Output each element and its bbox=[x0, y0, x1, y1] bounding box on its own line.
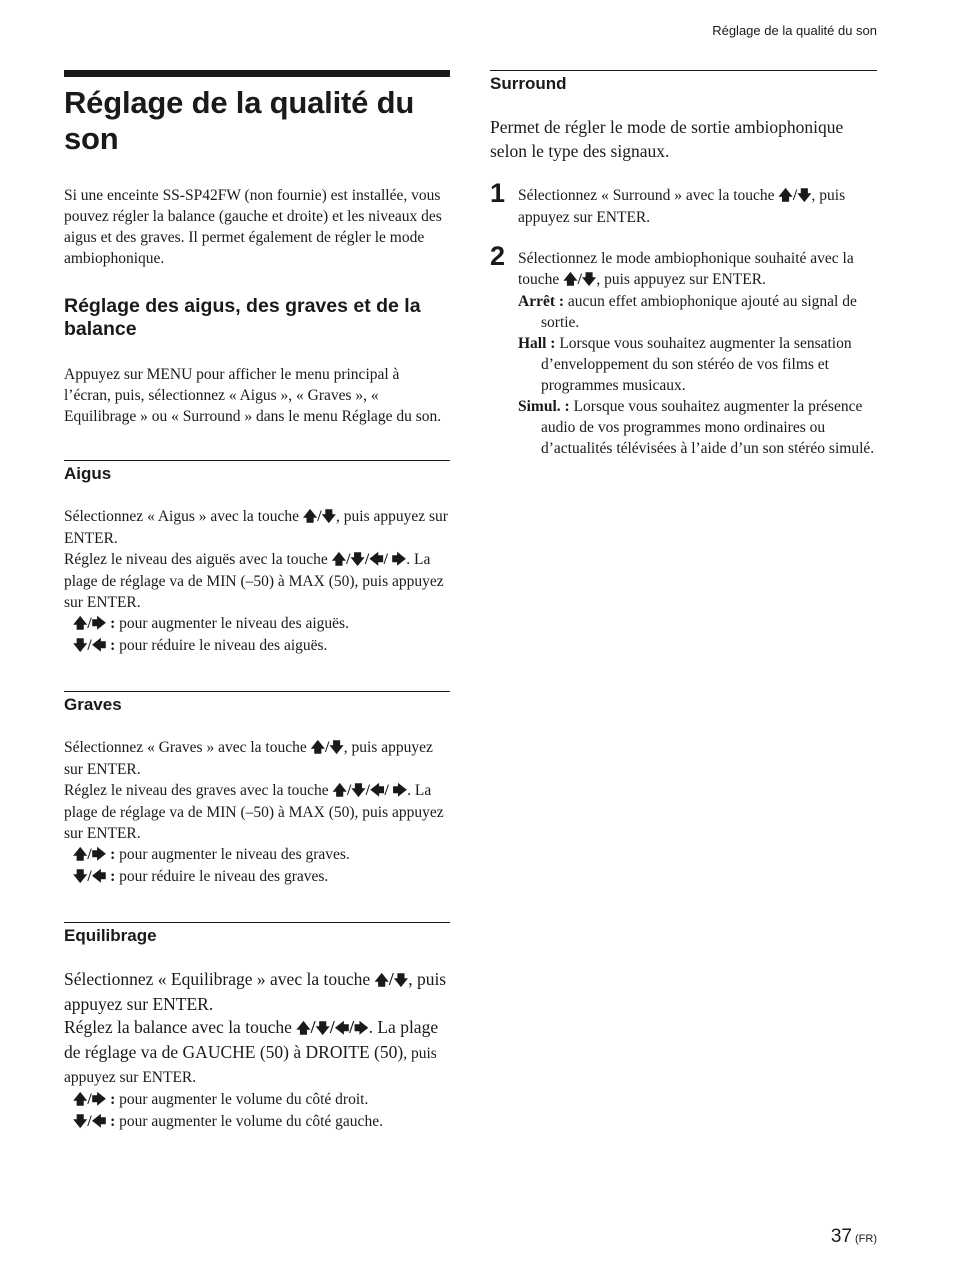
aigus-down-line: 🡇/🡄 : pour réduire le niveau des aiguës. bbox=[64, 635, 450, 657]
step-1 bbox=[490, 178, 877, 228]
option-arret: Arrêt : aucun effet ambiophonique ajouté au signal de sortie. bbox=[518, 293, 857, 331]
up-arrow-icon: 🡅 bbox=[310, 740, 326, 756]
down-arrow-icon: 🡇 bbox=[329, 740, 344, 756]
down-arrow-icon: 🡇 bbox=[73, 1114, 88, 1130]
right-arrow-icon: 🡆 bbox=[354, 1021, 369, 1037]
equilibrage-adjust-text: Réglez la balance avec la touche 🡅/🡇/🡄/🡆. La plage de réglage va de GAUCHE (50) à DROITE (50), puis appuyez sur ENTER. bbox=[64, 1017, 439, 1086]
up-arrow-icon: 🡅 bbox=[296, 1021, 311, 1037]
step-2-text: Sélectionnez le mode ambiophonique souhaité avec la touche 🡅/🡇, puis appuyez sur ENTER. bbox=[518, 248, 877, 291]
up-arrow-icon: 🡅 bbox=[73, 616, 88, 632]
section-rule bbox=[490, 70, 877, 71]
left-arrow-icon: 🡄 bbox=[334, 1021, 350, 1037]
section-rule bbox=[64, 922, 450, 923]
section-graves bbox=[64, 691, 450, 888]
equilibrage-select-text: Sélectionnez « Equilibrage » avec la touche 🡅/🡇, puis appuyez sur ENTER. bbox=[64, 969, 447, 1014]
section-aigus bbox=[64, 460, 450, 657]
intro-paragraph: Si une enceinte SS-SP42FW (non fournie) est installée, vous pouvez régler la balance (gauche et droite) et les niveaux des aigus et des graves. Il permet également de régler le mode ambiophonique. bbox=[64, 187, 442, 267]
left-column bbox=[64, 70, 450, 1133]
section-rule bbox=[64, 460, 450, 461]
right-arrow-icon: 🡆 bbox=[91, 847, 107, 863]
option-hall: Hall : Lorsque vous souhaitez augmenter la sensation d’enveloppement du son stéréo de vos films et programmes musicaux. bbox=[518, 335, 852, 394]
step-number: 1 bbox=[490, 178, 506, 208]
left-arrow-icon: 🡄 bbox=[91, 638, 107, 654]
down-arrow-icon: 🡇 bbox=[581, 272, 597, 288]
up-arrow-icon: 🡅 bbox=[563, 272, 578, 288]
graves-adjust-text: Réglez le niveau des graves avec la touche 🡅/🡇/🡄/ 🡆. La plage de réglage va de MIN (–50) à MAX (50), puis appuyez sur ENTER. bbox=[64, 782, 444, 842]
section-heading-graves: Graves bbox=[64, 695, 122, 714]
section-heading-surround: Surround bbox=[490, 74, 567, 93]
aigus-adjust-text: Réglez le niveau des aiguës avec la touche 🡅/🡇/🡄/ 🡆. La plage de réglage va de MIN (–50) à MAX (50), puis appuyez sur ENTER. bbox=[64, 551, 444, 611]
graves-up-line: 🡅/🡆 : pour augmenter le niveau des graves. bbox=[64, 844, 450, 866]
down-arrow-icon: 🡇 bbox=[350, 552, 365, 568]
up-arrow-icon: 🡅 bbox=[374, 973, 389, 989]
left-arrow-icon: 🡄 bbox=[91, 869, 107, 885]
up-arrow-icon: 🡅 bbox=[73, 847, 88, 863]
left-arrow-icon: 🡄 bbox=[91, 1114, 107, 1130]
up-arrow-icon: 🡅 bbox=[331, 552, 347, 568]
section-heading-equilibrage: Equilibrage bbox=[64, 926, 157, 945]
down-arrow-icon: 🡇 bbox=[315, 1021, 330, 1037]
right-arrow-icon: 🡆 bbox=[392, 783, 408, 799]
page-title: Réglage de la qualité du son bbox=[64, 85, 415, 156]
section-rule bbox=[64, 691, 450, 692]
section-heading-aigus: Aigus bbox=[64, 464, 112, 483]
page-number: 37 (FR) bbox=[830, 1226, 877, 1247]
down-arrow-icon: 🡇 bbox=[73, 869, 88, 885]
step-2 bbox=[490, 241, 877, 459]
equilibrage-up-line: 🡅/🡆 : pour augmenter le volume du côté droit. bbox=[64, 1089, 450, 1111]
right-arrow-icon: 🡆 bbox=[91, 1092, 107, 1108]
up-arrow-icon: 🡅 bbox=[778, 188, 793, 204]
subsection-title: Réglage des aigus, des graves et de la balance bbox=[64, 295, 421, 340]
down-arrow-icon: 🡇 bbox=[351, 783, 366, 799]
down-arrow-icon: 🡇 bbox=[73, 638, 88, 654]
right-arrow-icon: 🡆 bbox=[91, 616, 107, 632]
graves-down-line: 🡇/🡄 : pour réduire le niveau des graves. bbox=[64, 866, 450, 888]
right-column bbox=[490, 70, 877, 459]
subsection-paragraph: Appuyez sur MENU pour afficher le menu principal à l’écran, puis, sélectionnez « Aigus », « Graves », « Equilibrage » ou « Surround » dans le menu Réglage du son. bbox=[64, 366, 442, 425]
up-arrow-icon: 🡅 bbox=[73, 1092, 88, 1108]
left-arrow-icon: 🡄 bbox=[369, 552, 384, 568]
left-arrow-icon: 🡄 bbox=[369, 783, 385, 799]
aigus-select-text: Sélectionnez « Aigus » avec la touche 🡅/🡇, puis appuyez sur ENTER. bbox=[64, 508, 448, 547]
title-bar bbox=[64, 70, 450, 77]
option-simul: Simul. : Lorsque vous souhaitez augmenter la présence audio de vos programmes mono ordinaires ou d’actualités télévisées à l’aide d’un son stéréo simulé. bbox=[518, 398, 875, 457]
up-arrow-icon: 🡅 bbox=[302, 509, 318, 525]
graves-select-text: Sélectionnez « Graves » avec la touche 🡅/🡇, puis appuyez sur ENTER. bbox=[64, 739, 433, 778]
down-arrow-icon: 🡇 bbox=[797, 188, 812, 204]
surround-lead: Permet de régler le mode de sortie ambiophonique selon le type des signaux. bbox=[490, 117, 844, 161]
step-1-text: Sélectionnez « Surround » avec la touche 🡅/🡇, puis appuyez sur ENTER. bbox=[518, 187, 846, 226]
right-arrow-icon: 🡆 bbox=[391, 552, 407, 568]
equilibrage-down-line: 🡇/🡄 : pour augmenter le volume du côté gauche. bbox=[64, 1111, 450, 1133]
down-arrow-icon: 🡇 bbox=[321, 509, 337, 525]
up-arrow-icon: 🡅 bbox=[332, 783, 347, 799]
step-number: 2 bbox=[490, 241, 506, 271]
section-equilibrage bbox=[64, 922, 450, 1133]
running-head: Réglage de la qualité du son bbox=[712, 23, 877, 38]
down-arrow-icon: 🡇 bbox=[393, 973, 409, 989]
aigus-up-line: 🡅/🡆 : pour augmenter le niveau des aiguës. bbox=[64, 613, 450, 635]
